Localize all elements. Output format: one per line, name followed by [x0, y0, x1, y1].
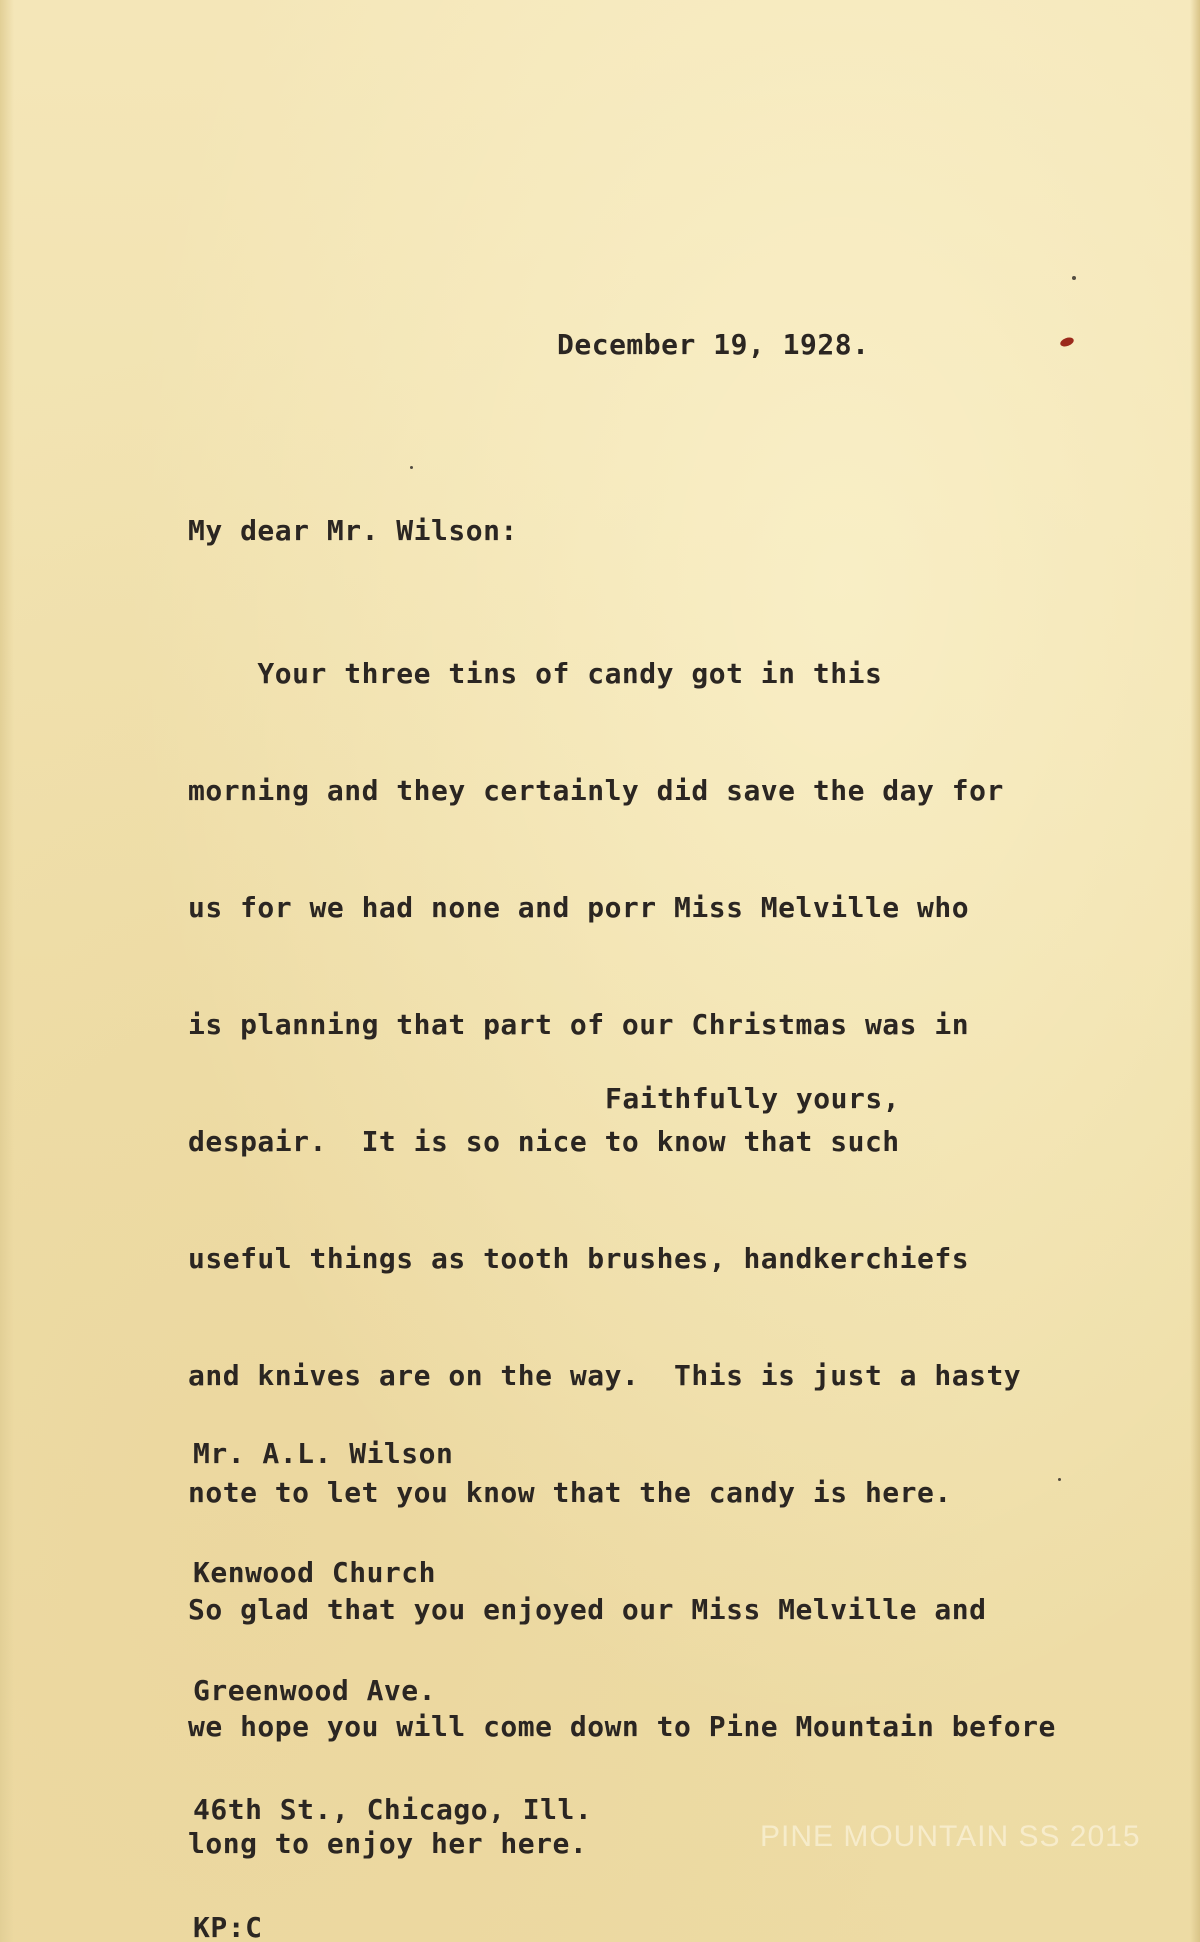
ink-speck	[410, 466, 413, 469]
body-line: useful things as tooth brushes, handkerchiefs	[188, 1242, 970, 1275]
body-line: us for we had none and porr Miss Melville who	[188, 891, 970, 924]
body-line: is planning that part of our Christmas was in	[188, 1008, 970, 1041]
salutation: My dear Mr. Wilson:	[188, 514, 518, 547]
body-line: we hope you will come down to Pine Mountain before	[188, 1710, 1056, 1743]
address-line: Kenwood Church	[193, 1555, 437, 1589]
recipient-address	[193, 1355, 592, 1942]
red-ink-mark	[1059, 336, 1075, 348]
paper-edge-right	[1190, 0, 1200, 1942]
closing: Faithfully yours,	[605, 1082, 901, 1115]
address-line: Greenwood Ave.	[193, 1674, 437, 1707]
body-line: morning and they certainly did save the day for	[188, 774, 1004, 807]
body-line: Your three tins of candy got in this	[188, 657, 883, 690]
letter-date: December 19, 1928.	[557, 328, 870, 361]
address-line: Mr. A.L. Wilson	[193, 1437, 454, 1470]
body-line: long to enjoy her here.	[188, 1827, 588, 1860]
paper-edge-left	[0, 0, 14, 1942]
typist-initials: KP:C	[193, 1911, 263, 1942]
watermark: PINE MOUNTAIN SS 2015	[760, 1820, 1141, 1853]
body-line: and knives are on the way. This is just a hasty	[188, 1359, 1022, 1392]
body-line: despair. It is so nice to know that such	[188, 1125, 900, 1158]
body-line: So glad that you enjoyed our Miss Melville and	[188, 1593, 987, 1626]
address-line: 46th St., Chicago, Ill.	[193, 1792, 593, 1826]
ink-speck	[1058, 1478, 1061, 1481]
ink-speck	[1072, 276, 1076, 280]
body-line: note to let you know that the candy is here.	[188, 1476, 952, 1509]
